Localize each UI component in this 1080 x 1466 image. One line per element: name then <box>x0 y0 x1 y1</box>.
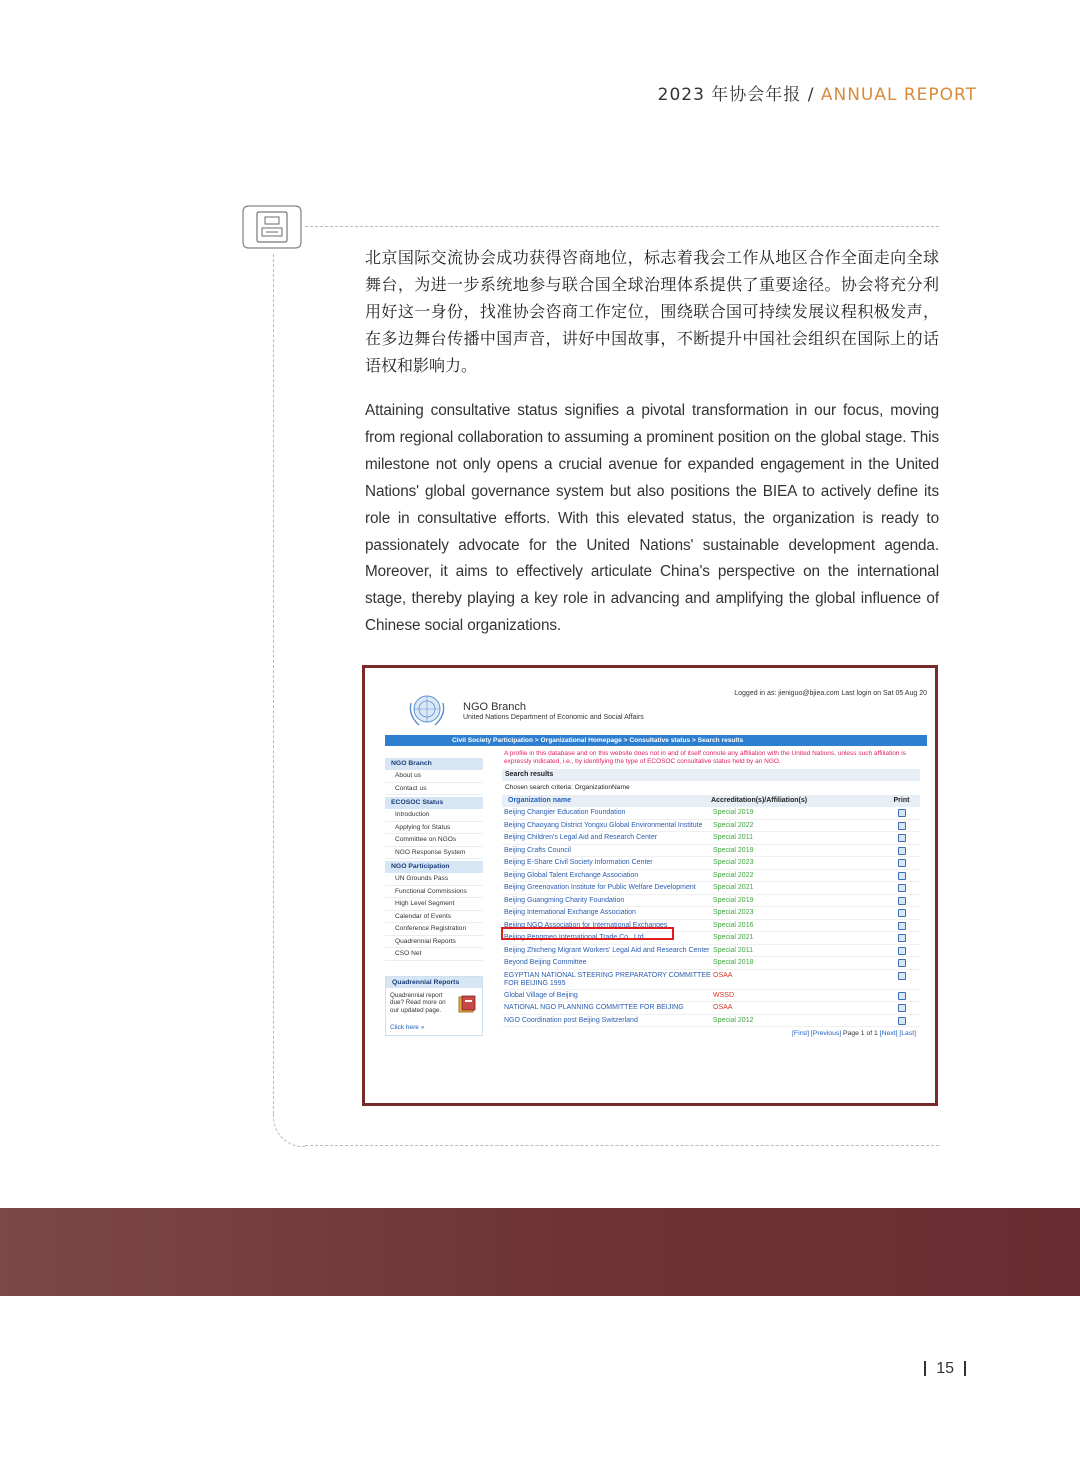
pager-previous[interactable]: [Previous] <box>810 1030 842 1038</box>
organization-name-link[interactable]: EGYPTIAN NATIONAL STEERING PREPARATORY COMMITTEE FOR BEIJING 1995 <box>504 971 711 988</box>
breadcrumb[interactable]: Civil Society Participation > Organizational Homepage > Consultative status > Search results <box>385 735 927 746</box>
page-number <box>914 1360 976 1378</box>
accreditation-status: Special 2011 <box>713 946 753 954</box>
accreditation-status: Special 2019 <box>713 896 754 904</box>
table-row <box>502 957 920 970</box>
login-info: Logged in as: jieniguo@bjiea.com Last login on Sat 05 Aug 20 <box>734 690 927 697</box>
results-table-body <box>502 807 920 1027</box>
sidebar-item-about-us[interactable]: About us <box>385 770 483 783</box>
print-icon[interactable] <box>898 847 906 855</box>
organization-name-link[interactable]: Beijing NGO Association for International Exchanges <box>504 921 668 929</box>
organization-name-link[interactable]: Beijing Changier Education Foundation <box>504 809 626 817</box>
print-icon[interactable] <box>898 1004 906 1012</box>
un-emblem-icon <box>405 691 449 731</box>
accreditation-status: Special 2022 <box>713 821 754 829</box>
document-icon <box>241 202 303 252</box>
print-cell <box>883 872 920 880</box>
page-number-bar-left <box>924 1361 926 1376</box>
print-icon[interactable] <box>898 809 906 817</box>
pager-page-info: Page 1 of 1 <box>843 1030 878 1038</box>
organization-name-link[interactable]: Beijing Children's Legal Aid and Research Center <box>504 834 658 842</box>
organization-name-link[interactable]: Global Village of Beijing <box>504 991 578 999</box>
print-cell <box>883 1004 920 1012</box>
print-icon[interactable] <box>898 859 906 867</box>
table-row <box>502 895 920 908</box>
print-cell <box>883 859 920 867</box>
print-cell <box>883 1017 920 1025</box>
print-icon[interactable] <box>898 947 906 955</box>
accreditation-status: Special 2023 <box>713 909 754 917</box>
print-icon[interactable] <box>898 972 906 980</box>
print-cell <box>883 847 920 855</box>
print-cell <box>883 834 920 842</box>
print-cell <box>883 897 920 905</box>
print-cell <box>883 972 920 980</box>
accreditation-status: OSAA <box>713 1004 733 1012</box>
sidebar-item-introduction[interactable]: Introduction <box>385 809 483 822</box>
organization-name-link[interactable]: NGO Coordination post Beijing Switzerland <box>504 1016 638 1024</box>
quadrennial-box-text: Quadrennial report due? Read more on our updated page. <box>390 992 446 1014</box>
organization-name-link[interactable]: NATIONAL NGO PLANNING COMMITTEE FOR BEIJING <box>504 1004 684 1012</box>
print-icon[interactable] <box>898 897 906 905</box>
accreditation-status: Special 2018 <box>713 959 754 967</box>
print-cell <box>883 822 920 830</box>
print-cell <box>883 992 920 1000</box>
accreditation-status: Special 2016 <box>713 921 754 929</box>
print-icon[interactable] <box>898 909 906 917</box>
table-row <box>502 907 920 920</box>
organization-name-link[interactable]: Beijing Global Talent Exchange Association <box>504 871 639 879</box>
quadrennial-box <box>385 976 483 1036</box>
organization-name-link[interactable]: Beijing Pengmen International Trade Co., Ltd <box>504 934 644 942</box>
accreditation-status: OSAA <box>713 971 733 979</box>
site-subtitle: United Nations Department of Economic and Social Affairs <box>463 714 644 721</box>
print-icon[interactable] <box>898 1017 906 1025</box>
paragraph-chinese: 北京国际交流协会成功获得咨商地位，标志着我会工作从地区合作全面走向全球舞台，为进一步系统地参与联合国全球治理体系提供了重要途径。协会将充分利用好这一身份，找准协会咨商工作定位，围绕联合国可持续发展议程积极发声，在多边舞台传播中国声音，讲好中国故事，不断提升中国社会组织在国际上的话语权和影响力。 <box>365 248 939 375</box>
pager-next[interactable]: [Next] <box>879 1030 898 1038</box>
pager-last[interactable]: [Last] <box>899 1030 916 1038</box>
accreditation-status: Special 2011 <box>713 834 753 842</box>
organization-name-link[interactable]: Beijing Guangming Charity Foundation <box>504 896 625 904</box>
ngo-branch-screenshot <box>362 665 938 1106</box>
sidebar <box>385 756 483 961</box>
table-row <box>502 970 920 990</box>
print-icon[interactable] <box>898 959 906 967</box>
table-row <box>502 870 920 883</box>
sidebar-item-contact-us[interactable]: Contact us <box>385 783 483 796</box>
header-title-en: ANNUAL REPORT <box>820 85 977 105</box>
print-icon[interactable] <box>898 992 906 1000</box>
print-icon[interactable] <box>898 884 906 892</box>
print-cell <box>883 934 920 942</box>
accreditation-status: Special 2021 <box>713 934 754 942</box>
frame-bottom-line <box>305 1145 939 1146</box>
table-row <box>502 882 920 895</box>
table-row <box>502 1002 920 1015</box>
column-print: Print <box>893 797 910 805</box>
quadrennial-box-title: Quadrennial Reports <box>386 977 482 988</box>
sidebar-group-ngo-participation[interactable]: NGO Participation <box>385 861 483 873</box>
sidebar-item-cso-net[interactable]: CSO Net <box>385 948 483 961</box>
organization-name-link[interactable]: Beijing International Exchange Association <box>504 909 636 917</box>
organization-name-link[interactable]: Beijing E-Share Civil Society Information Center <box>504 859 653 867</box>
book-icon <box>458 995 476 1013</box>
footer-band <box>0 1208 1080 1296</box>
print-cell <box>883 884 920 892</box>
accreditation-status: Special 2022 <box>713 871 754 879</box>
organization-name-link[interactable]: Beijing Zhicheng Migrant Workers' Legal Aid and Research Center <box>504 946 710 954</box>
print-cell <box>883 909 920 917</box>
sidebar-item-high-level-segment[interactable]: High Level Segment <box>385 898 483 911</box>
print-icon[interactable] <box>898 872 906 880</box>
organization-name-link[interactable]: Beyond Beijing Committee <box>504 959 587 967</box>
print-cell <box>883 959 920 967</box>
print-cell <box>883 922 920 930</box>
table-row <box>502 820 920 833</box>
highlight-box <box>501 927 674 940</box>
pager-first[interactable]: [First] <box>792 1030 810 1038</box>
accreditation-status: Special 2023 <box>713 859 754 867</box>
sidebar-item-functional-commissions[interactable]: Functional Commissions <box>385 886 483 899</box>
column-organization-name[interactable]: Organization name <box>508 797 572 805</box>
table-row <box>502 857 920 870</box>
search-results-heading: Search results <box>502 769 920 781</box>
sidebar-item-calendar[interactable]: Calendar of Events <box>385 911 483 924</box>
accreditation-status: Special 2021 <box>713 884 754 892</box>
print-icon[interactable] <box>898 922 906 930</box>
organization-name-link[interactable]: Beijing Greenovation Institute for Public Welfare Development <box>504 884 696 892</box>
site-title: NGO Branch <box>463 701 526 713</box>
table-row <box>502 1015 920 1028</box>
print-icon[interactable] <box>898 934 906 942</box>
frame-left-line <box>273 254 274 1114</box>
accreditation-status: Special 2012 <box>713 1016 754 1024</box>
results-table-header <box>502 795 920 807</box>
table-row <box>502 990 920 1003</box>
sidebar-item-grounds-pass[interactable]: UN Grounds Pass <box>385 873 483 886</box>
sidebar-group-ecosoc-status[interactable]: ECOSOC Status <box>385 797 483 809</box>
sidebar-item-response-system[interactable]: NGO Response System <box>385 847 483 860</box>
print-icon[interactable] <box>898 834 906 842</box>
print-cell <box>883 809 920 817</box>
pagination <box>502 1030 920 1037</box>
sidebar-item-conference-registration[interactable]: Conference Registration <box>385 923 483 936</box>
page-number-value: 15 <box>936 1360 954 1377</box>
site-header <box>385 683 927 741</box>
paragraph-english: Attaining consultative status signifies a pivotal transformation in our focus, moving from regional collaboration to assuming a prominent position on the global stage. This milestone not only opens a crucial avenue for expanded engagement in the United Nations' global governance system but also positions the BIEA to actively define its role in consultative efforts. With this elevated status, the organization is ready to passionately advocate for the United Nations' sustainable development agenda. Moreover, it aims to effectively articulate China's perspective on the international stage, thereby playing a key role in advancing and amplifying the global influence of Chinese social organizations. <box>365 402 939 635</box>
print-icon[interactable] <box>898 822 906 830</box>
quadrennial-click-here-link[interactable]: Click here » <box>390 1024 425 1031</box>
sidebar-item-applying[interactable]: Applying for Status <box>385 822 483 835</box>
table-row <box>502 832 920 845</box>
frame-corner-line <box>273 1112 306 1147</box>
accreditation-status: WSSD <box>713 991 734 999</box>
accreditation-status: Special 2019 <box>713 846 754 854</box>
sidebar-item-committee[interactable]: Committee on NGOs <box>385 834 483 847</box>
sidebar-item-quadrennial-reports[interactable]: Quadrennial Reports <box>385 936 483 949</box>
sidebar-group-ngo-branch[interactable]: NGO Branch <box>385 758 483 770</box>
accreditation-status: Special 2019 <box>713 809 754 817</box>
table-row <box>502 945 920 958</box>
search-criteria: Chosen search criteria: OrganizationName <box>505 784 630 792</box>
column-accreditation: Accreditation(s)/Affiliation(s) <box>711 797 808 805</box>
print-cell <box>883 947 920 955</box>
table-row <box>502 845 920 858</box>
organization-name-link[interactable]: Beijing Crafts Council <box>504 846 571 854</box>
search-results-panel <box>502 750 920 1037</box>
frame-top-line <box>305 226 939 227</box>
page-number-bar-right <box>964 1361 966 1376</box>
header-title-cn: 2023 年协会年报 / <box>657 85 821 105</box>
table-row <box>502 807 920 820</box>
disclaimer-notice: A profile in this database and on this website does not in and of itself connote any affiliation with the United Nations, unless such affiliation is expressly indicated, i.e., by identifying the type of ECOSOC consultative status held by an NGO. <box>504 750 906 765</box>
page-header <box>658 80 977 105</box>
organization-name-link[interactable]: Beijing Chaoyang District Yongxu Global Environmental Institute <box>504 821 703 829</box>
